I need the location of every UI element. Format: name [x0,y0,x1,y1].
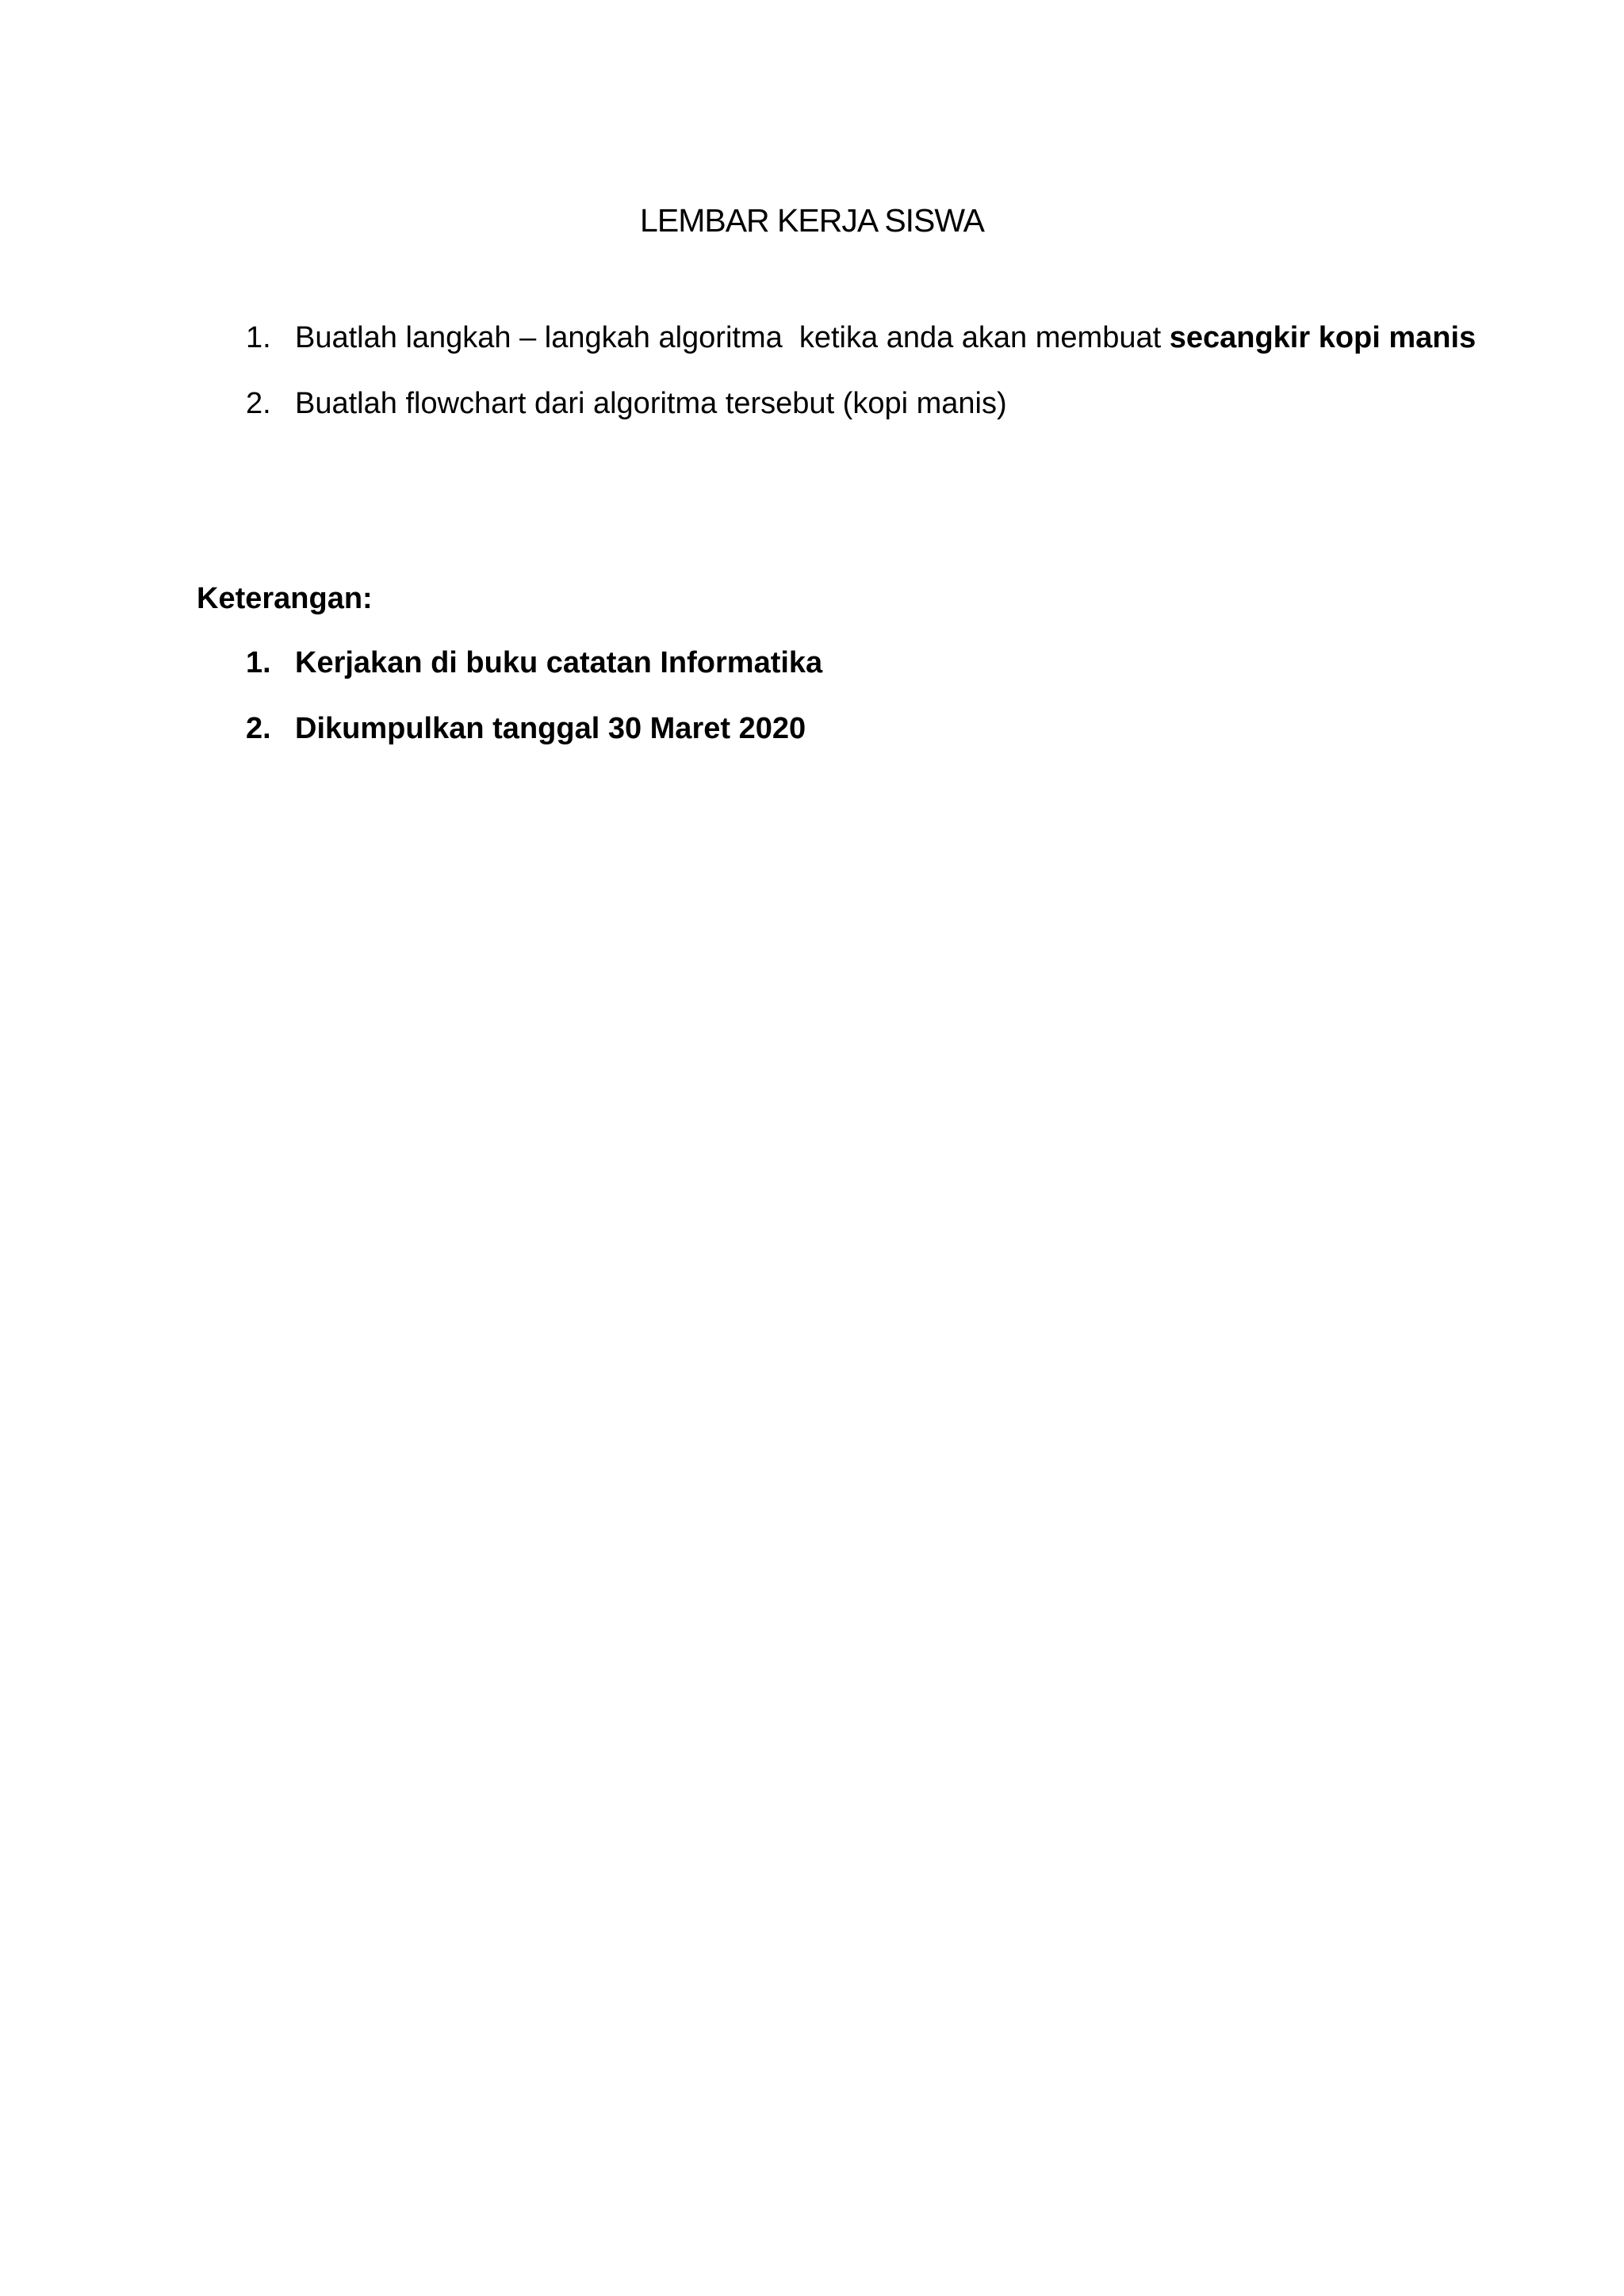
list-item-number: 2. [246,712,271,745]
task-text: Buatlah langkah – langkah algoritma ketika anda akan membuat [295,321,1170,354]
list-item-text: Buatlah flowchart dari algoritma tersebut (kopi manis) [295,387,1007,420]
list-item-number: 1. [246,646,271,679]
page-title: LEMBAR KERJA SISWA [640,202,984,239]
list-item-number: 1. [246,321,271,354]
list-item-text [295,317,1476,358]
list-item-text: Kerjakan di buku catatan Informatika [295,646,823,679]
list-item-number: 2. [246,387,271,420]
task-emphasis: secangkir kopi manis [1169,321,1477,354]
list-item-text: Dikumpulkan tanggal 30 Maret 2020 [295,712,806,745]
notes-heading: Keterangan: [197,582,373,615]
